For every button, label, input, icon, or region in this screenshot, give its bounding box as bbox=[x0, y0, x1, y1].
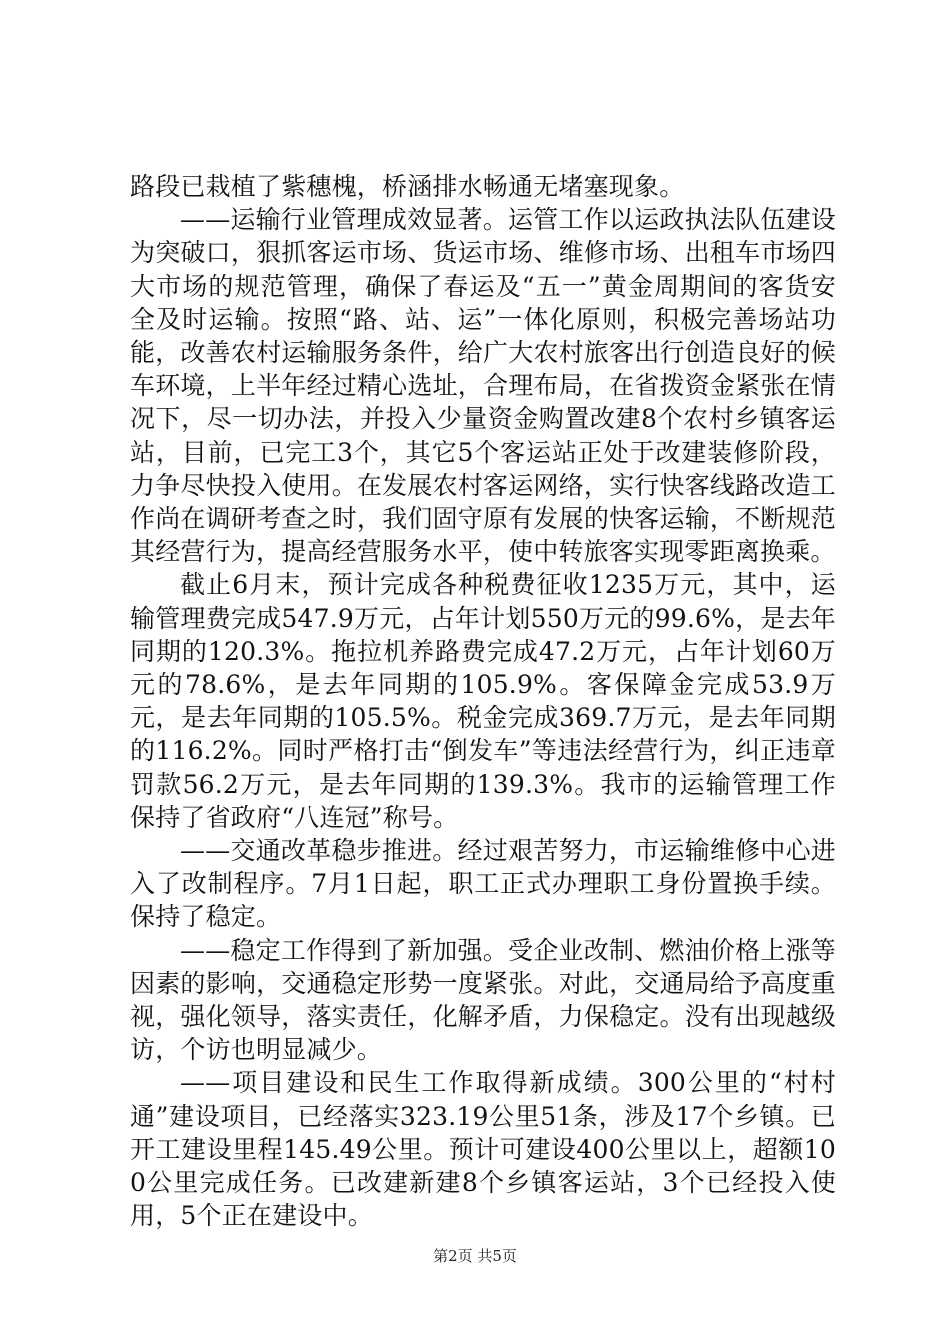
document-body bbox=[130, 170, 836, 1233]
paragraph-2: ——运输行业管理成效显著。运管工作以运政执法队伍建设为突破口，狠抓客运市场、货运市场、维修市场、出租车市场四大市场的规范管理，确保了春运及“五一”黄金周期间的客货安全及时运输。按照“路、站、运”一体化原则，积极完善场站功能，改善农村运输服务条件，给广大农村旅客出行创造良好的候车环境，上半年经过精心选址，合理布局，在省拨资金紧张在情况下，尽一切办法，并投入少量资金购置改建8个农村乡镇客运站，目前，已完工3个，其它5个客运站正处于改建装修阶段，力争尽快投入使用。在发展农村客运网络，实行快客线路改造工作尚在调研考查之时，我们固守原有发展的快客运输，不断规范其经营行为，提高经营服务水平，使中转旅客实现零距离换乘。 bbox=[130, 205, 836, 567]
paragraph-4: ——交通改革稳步推进。经过艰苦努力，市运输维修中心进入了改制程序。7月1日起，职工正式办理职工身份置换手续。保持了稳定。 bbox=[130, 836, 836, 932]
page-footer: 第2页 共5页 bbox=[433, 1247, 517, 1265]
paragraph-1: 路段已栽植了紫穗槐，桥涵排水畅通无堵塞现象。 bbox=[130, 172, 685, 201]
paragraph-6: ——项目建设和民生工作取得新成绩。300公里的“村村通”建设项目，已经落实323.19公里51条，涉及17个乡镇。已开工建设里程145.49公里。预计可建设400公里以上，超额100公里完成任务。已改建新建8个乡镇客运站，3个已经投入使用，5个正在建设中。 bbox=[130, 1068, 836, 1231]
paragraph-5: ——稳定工作得到了新加强。受企业改制、燃油价格上涨等因素的影响，交通稳定形势一度紧张。对此，交通局给予高度重视，强化领导，落实责任，化解矛盾，力保稳定。没有出现越级访，个访也明显减少。 bbox=[130, 935, 836, 1065]
paragraph-3: 截止6月末，预计完成各种税费征收1235万元，其中，运输管理费完成547.9万元，占年计划550万元的99.6%，是去年同期的120.3%。拖拉机养路费完成47.2万元，占年计划60万元的78.6%，是去年同期的105.9%。客保障金完成53.9万元，是去年同期的105.5%。税金完成369.7万元，是去年同期的116.2%。同时严格打击“倒发车”等违法经营行为，纠正违章罚款56.2万元，是去年同期的139.3%。我市的运输管理工作保持了省政府“八连冠”称号。 bbox=[130, 570, 836, 832]
